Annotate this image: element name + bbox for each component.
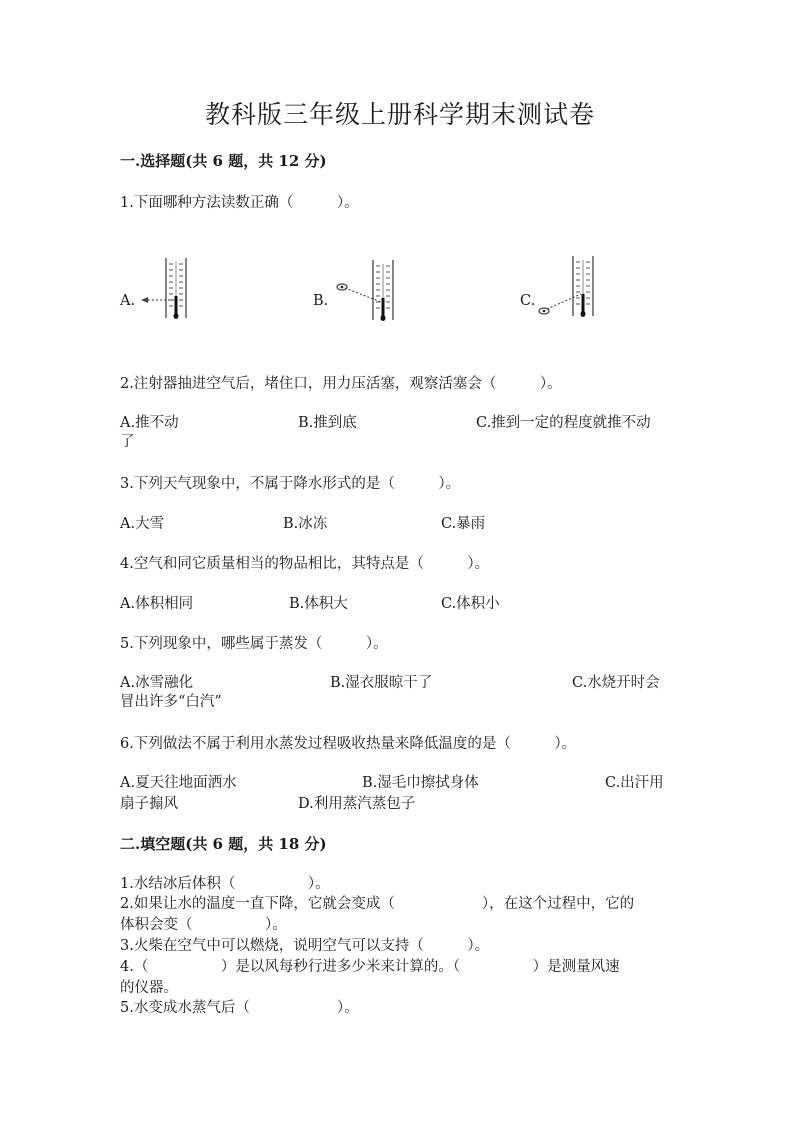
question-5-option-a: A.冰雪融化: [120, 675, 194, 691]
fill-question-4: 4.（ ）是以风每秒行进多少米来计算的。（ ）是测量风速: [120, 959, 620, 975]
section-heading-fill: 二.填空题(共 6 题，共 18 分): [120, 835, 327, 853]
question-1-option-c: C.: [520, 293, 536, 309]
thermometer-icon: [535, 254, 607, 320]
fill-question-2-continued: 体积会变（ ）。: [120, 917, 287, 933]
question-1-stem: 1.下面哪种方法读数正确（ ）。: [120, 195, 359, 211]
question-6-option-b: B.湿毛巾擦拭身体: [362, 775, 479, 791]
fill-question-2: 2.如果让水的温度一直下降，它就会变成（ ），在这个过程中，它的: [120, 896, 635, 912]
question-4-option-a: A.体积相同: [120, 596, 194, 612]
section-heading-choice: 一.选择题(共 6 题，共 12 分): [120, 152, 327, 170]
thermometer-icon: [333, 258, 409, 324]
question-5-option-b: B.湿衣服晾干了: [330, 675, 433, 691]
fill-question-3: 3.火柴在空气中可以燃烧，说明空气可以支持（ ）。: [120, 938, 490, 954]
fill-question-5: 5.水变成水蒸气后（ ）。: [120, 1000, 359, 1016]
page-title: 教科版三年级上册科学期末测试卷: [204, 100, 595, 129]
question-6-option-a: A.夏天往地面洒水: [120, 775, 237, 791]
question-2-option-b: B.推到底: [298, 415, 357, 431]
question-2-stem: 2.注射器抽进空气后，堵住口，用力压活塞，观察活塞会（ ）。: [120, 376, 562, 392]
question-4-option-c: C.体积小: [441, 596, 500, 612]
question-2-option-c-continued: 了: [120, 434, 135, 450]
question-3-stem: 3.下列天气现象中，不属于降水形式的是（ ）。: [120, 476, 461, 492]
fill-question-1: 1.水结冰后体积（ ）。: [120, 876, 330, 892]
question-6-option-c-continued: 扇子搧风: [120, 796, 178, 812]
question-2-option-c: C.推到一定的程度就推不动: [476, 415, 651, 431]
question-5-stem: 5.下列现象中，哪些属于蒸发（ ）。: [120, 636, 388, 652]
question-6-option-c: C.出汗用: [605, 775, 664, 791]
question-3-option-a: A.大雪: [120, 516, 165, 532]
question-3-option-c: C.暴雨: [441, 516, 486, 532]
fill-question-4-continued: 的仪器。: [120, 980, 178, 996]
thermometer-icon: [138, 256, 198, 322]
question-6-stem: 6.下列做法不属于利用水蒸发过程吸收热量来降低温度的是（ ）。: [120, 736, 577, 752]
question-4-option-b: B.体积大: [289, 596, 348, 612]
question-4-stem: 4.空气和同它质量相当的物品相比，其特点是（ ）。: [120, 556, 490, 572]
question-5-option-c-continued: 冒出许多“白汽”: [120, 694, 222, 710]
question-5-option-c: C.水烧开时会: [572, 675, 660, 691]
question-1-option-a: A.: [120, 293, 136, 309]
question-3-option-b: B.冰冻: [283, 516, 328, 532]
question-2-option-a: A.推不动: [120, 415, 179, 431]
question-1-option-b: B.: [313, 293, 329, 309]
question-6-option-d: D.利用蒸汽蒸包子: [298, 796, 416, 812]
